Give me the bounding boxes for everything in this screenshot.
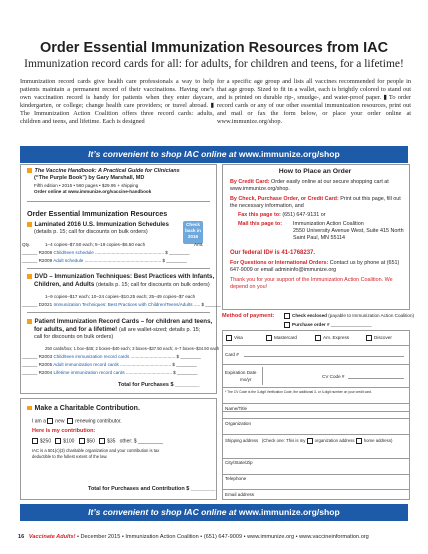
credit-card-label: By Credit Card: [230,179,270,185]
cards-subtitle-b: call for discounts on bulk orders) [34,334,114,340]
how-to-heading: How to Place an Order [278,168,352,175]
expiration-format: mo/yr [240,377,252,382]
questions-text: Contact us by phone at (651) 647-9009 or email admininfo@immunize.org [230,260,400,273]
card-row-1[interactable]: ______ R2003 Child/teen immunization record cards ................................... $ ________ [22,354,201,359]
checkbox-icon[interactable] [32,438,38,444]
mail-line-3: Saint Paul, MN 55114 [293,235,346,241]
card-row-2[interactable]: ______ R2005 Adult immunization record cards ........................................ $ ________ [22,362,197,367]
divider [222,474,409,475]
bullet-square-icon [27,222,32,227]
divider [222,364,409,365]
banner-link[interactable]: www.immunize.org/shop [238,507,340,517]
intro-left: Immunization record cards give health care professionals a way to help patients maintain a permanent record of their vaccinations. Having one’s own vaccination record is handy for patients when they enter daycare, kindergarten, or college; change health care providers; or travel abroad. ▮ The Immunization Action Coalition offers three record cards: adults, children and teens, and lifetime. Each is designed [20,78,214,126]
donation-heading: Make a Charitable Contribution. [27,405,140,412]
check-text: Print out this page, fill out the necessary information, and [230,196,401,209]
mail-line-2: 2550 University Avenue West, Suite 415 North [293,228,404,234]
page-subtitle: Immunization record cards for all: for adults, for children and teens, for a lifetime! [24,58,404,70]
divider [27,268,210,269]
banner-text: It’s convenient to shop IAC online at [88,149,237,159]
schedule-row-2[interactable]: ______ R2009 Adult schedule ............................................................ $ ________ [22,258,187,263]
divider [222,418,409,419]
checkbox-icon[interactable] [266,335,272,341]
questions-label: For Questions or International Orders: [230,260,329,266]
expiration-label: Expiration Date [225,370,257,375]
card-discover[interactable]: Discover [366,335,392,341]
purchase-order-option[interactable]: Purchase order # ________________ [284,322,372,328]
cvc-note: * The CV Code is the 3-digit Verification Code, the additional 3- or 4-digit number on your credit card. [225,390,372,394]
cards-title-2: for adults, and for a lifetime! [34,325,118,333]
handbook-order-link[interactable]: Order online at www.immunize.org/vaccine-handbook [34,189,152,194]
footer-details: • December 2015 • Immunization Action Coalition • (651) 647-9009 • www.immunize.org • www.vaccineinformation.org [77,534,369,540]
handbook-subtitle: (“The Purple Book”) by Gary Marshall, MD [34,174,145,181]
banner-link[interactable]: www.immunize.org/shop [238,149,340,159]
card-number-label: Card # [225,352,239,357]
contributor-type[interactable]: I am a new renewing contributor. [32,418,122,425]
dvd-title-2: Children, and Adults [34,280,95,288]
card-row-3[interactable]: ______ R2004 Lifetime immunization record cards .................................... $ ________ [22,370,198,375]
card-number-field[interactable] [244,356,404,357]
federal-id: Our federal ID# is 41-1768237. [230,250,316,256]
page-title: Order Essential Immunization Resources from IAC [39,40,389,56]
intro-right: for a specific age group and lists all vaccines recommended for people in that age group. Sized to fit in a wallet, each is brightly colored to stand out and is printed on durable rip-, smudge-, and water-proof paper. ▮ To order record cards or any of our other essential immunization resources, print out and mail or fax the form below, or place your order online at www.immunize.org/shop. [217,78,411,126]
bullet-square-icon [27,406,32,411]
cvc-field[interactable] [348,378,404,379]
dvd-subtitle: (details p. 15; call for discounts on bulk orders) [96,281,210,288]
divider [27,312,210,313]
dvd-section [27,273,215,289]
resources-heading: Order Essential Immunization Resources [27,209,168,218]
handbook-title: The Vaccine Handbook: A Practical Guide for Clinicians [34,168,180,174]
dvd-row-1[interactable]: ______ D2021 Immunization Techniques: Best Practices with Children/Teens/Adults ..... $ ______ [22,302,221,307]
page-footer [18,534,369,540]
banner-text: It’s convenient to shop IAC online at [88,507,237,517]
checkbox-icon[interactable] [307,438,313,444]
credit-card-text: Order easily online at our secure shopping cart at www.immunize.org/shop. [230,179,389,192]
cards-subtitle-a: (all are wallet-sized; details p. 15; [118,326,201,333]
name-title-field[interactable]: Name/Title [225,406,248,411]
how-to-body [230,179,402,291]
dvd-price-note: 1–9 copies–$17 each; 10–24 copies–$10.25 each; 25–49 copies–$7 each [45,294,196,299]
grand-total[interactable]: Total for Purchases and Contribution $ ________ [88,486,216,492]
purchases-total[interactable]: Total for Purchases $ ________ [118,382,200,388]
thanks-text: Thank you for your support of the Immunization Action Coalition. We depend on you! [230,277,393,290]
dvd-title: DVD – Immunization Techniques: Best Practices with Infants, [34,273,215,280]
payment-label: Method of payment: [222,313,275,319]
checkbox-icon[interactable] [47,418,53,424]
divider [222,434,409,435]
checkbox-icon[interactable] [366,335,372,341]
cvc-label: CV Code # [322,374,345,379]
checkbox-icon[interactable] [284,313,290,319]
checkbox-icon[interactable] [315,335,321,341]
city-state-zip-field[interactable]: City/State/Zip [225,460,253,465]
handbook-section [27,168,212,195]
mail-line-1: Immunization Action Coalition [293,221,364,227]
qty-label: Qty. [22,242,31,247]
bullet-square-icon [27,168,32,173]
shop-banner-bottom[interactable] [20,504,408,521]
page-number: 16 [18,534,25,540]
bullet-square-icon [27,319,32,324]
amt-label: Amt. [194,242,204,247]
organization-field[interactable]: Organization [225,421,252,426]
telephone-field[interactable]: Telephone [225,476,247,481]
shop-banner-top[interactable] [20,146,408,163]
cards-section [27,318,212,340]
check-label: By Check, Purchase Order, or Credit Card: [230,196,339,202]
card-visa[interactable]: Visa [226,335,243,341]
checkbox-icon[interactable] [356,438,362,444]
checkbox-icon[interactable] [67,418,73,424]
checkbox-icon[interactable] [284,322,290,328]
tax-note: IAC is a 501(c)(3) charitable organization and your contribution is tax deductible to the fullest extent of the law. [32,448,160,459]
fax-label: Fax this page to: [238,212,281,218]
expiration-field[interactable] [262,367,263,385]
schedules-title: Laminated 2016 U.S. Immunization Schedules [34,221,169,228]
donation-amounts[interactable]: $250 $100 $50 $35 other: $ _________ [32,438,163,444]
checkbox-icon[interactable] [99,438,105,444]
checkbox-icon[interactable] [55,438,61,444]
pledge-label: Here is my contribution: [32,428,96,434]
divider [222,458,409,459]
schedules-price-note: 1–4 copies–$7.50 each; 5–19 copies–$6.50 each [45,242,146,247]
schedules-subtitle: (details p. 15; call for discounts on bulk orders) [34,228,148,235]
shipping-address-field[interactable]: Shipping address (Check one: This is my organization address home address) [225,438,393,444]
checkbox-icon[interactable] [226,335,232,341]
email-field[interactable]: Email address [225,492,255,497]
cards-title: Patient Immunization Record Cards – for children and teens, [34,318,213,325]
divider [222,387,409,388]
check-enclosed-option[interactable]: Check enclosed (payable to Immunization Action Coalition) [284,313,414,319]
schedule-row-1[interactable]: ______ R2008 Child/teen schedule ...................................................... $ ________ [22,250,190,255]
cards-price-note: 250 cards/box; 1 box–$45; 2 boxes–$40 each; 3 boxes–$37.50 each; 4–7 boxes–$34.50 each [45,346,220,351]
mail-label: Mail this page to: [238,221,283,227]
divider [27,201,210,202]
check-back-badge: Check back in 2016 [183,221,203,244]
bullet-square-icon [27,274,32,279]
handbook-details: Fifth edition • 2015 • 560 pages • $29.95 + shipping [34,183,139,188]
divider [222,489,409,490]
card-amex[interactable]: Am. Express [315,335,349,341]
schedules-section [27,221,177,235]
card-mastercard[interactable]: Mastercard [266,335,297,341]
publication-name: Vaccinate Adults! [28,534,76,540]
divider [222,345,409,346]
checkbox-icon[interactable] [79,438,85,444]
fax-value: (651) 647-9131 or [282,212,326,218]
